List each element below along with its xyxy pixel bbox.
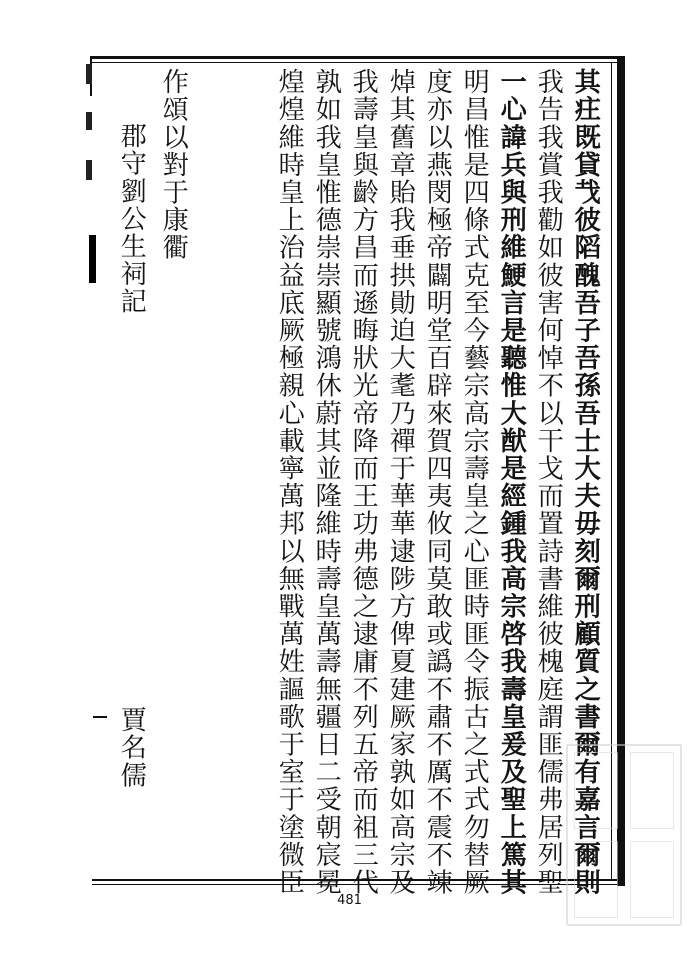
- text-column-3: 一心諱兵與刑維鯁言是聽惟大猷是經鍾我高宗啓我壽皇爰及聖上篤其: [496, 68, 528, 896]
- author-name: 賈名儒: [116, 706, 147, 789]
- gutter-mark: [86, 112, 92, 130]
- gutter-block: [89, 235, 96, 283]
- text-column-2: 我告我賞我勸如彼害何悼不以干戈而置詩書維彼槐庭謂匪儒弗居列聖: [533, 68, 564, 896]
- margin-dash: [93, 716, 107, 718]
- gutter-mark: [86, 64, 92, 84]
- frame-top-border: [92, 56, 622, 59]
- text-column-1: 其㽵既貸𢦏彼䧟醜吾子吾孫吾士大夫毋刻爾刑顧質之書爾有嘉言爾則: [570, 68, 602, 896]
- text-column-5: 度亦以燕閔極帝闢明堂百辟來賀四夷攸同莫敢或譌不肅不厲不震不竦: [422, 68, 453, 896]
- gutter-mark: [86, 160, 92, 180]
- text-column-4: 明昌惟是四條式克至今藝宗高宗壽皇之心匪時匪令振古之式式勿替厥: [459, 68, 490, 896]
- frame-top-inner-border: [92, 62, 622, 63]
- text-column-9: 煌煌維時皇上治益底厥極親心載寧萬邦以無戰萬姓謳歌于室于塗微臣: [274, 68, 305, 896]
- page-number: 481: [337, 893, 362, 908]
- article-title: 郡守劉公生祠記: [116, 122, 147, 316]
- text-column-8: 孰如我皇惟德崇崇顯號鴻休蔚其並隆維時壽皇萬壽無疆日二受朝宸冕: [311, 68, 342, 896]
- text-column-7: 我壽皇與齡方昌而遜晦狀光帝降而王功弗德之逮庸不列五帝而祖三代: [348, 68, 379, 896]
- text-column-6: 焯其舊章貽我垂拱勛迫大耄乃禪于華華逮陟方俾夏建厥家孰如高宗及: [385, 68, 416, 896]
- text-column-10: 作頌以對于康衢: [158, 68, 189, 262]
